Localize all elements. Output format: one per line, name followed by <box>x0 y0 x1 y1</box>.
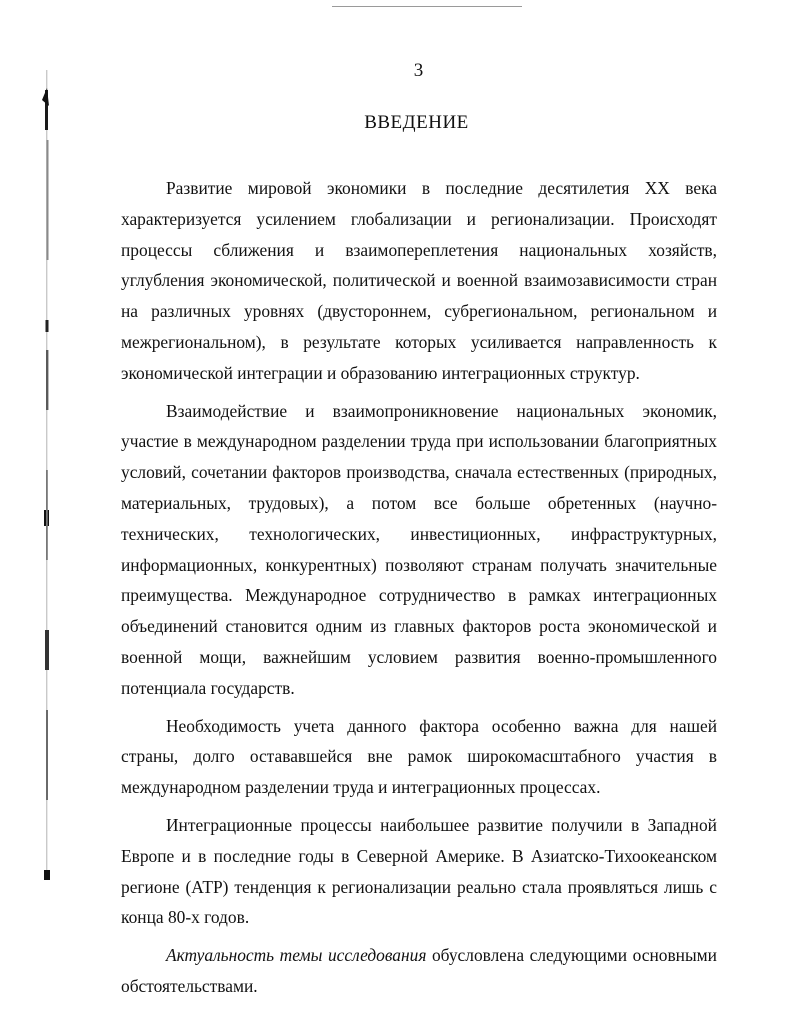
scan-binding-edge <box>38 70 56 890</box>
relevance-text: обусловлена следующими основными обстоятельствами. <box>121 945 717 996</box>
section-title: ВВЕДЕНИЕ <box>364 112 469 133</box>
relevance-emphasis: Актуальность темы исследования <box>166 945 427 966</box>
paragraph: Интеграционные процессы наибольшее развитие получили в Западной Европе и в последние годы в Северной Америке. В Азиатско-Тихоокеанском регионе (АТР) тенденция к регионализации реально стала проявляться лишь с конца 80-х годов. <box>121 814 717 928</box>
page-number: 3 <box>413 60 424 81</box>
paragraph-relevance <box>121 940 717 1002</box>
body-text <box>121 173 717 1009</box>
paragraph: Необходимость учета данного фактора особенно важна для нашей страны, долго остававшейся вне рамок широкомасштабного участия в международном разделении труда и интеграционных процессах. <box>121 715 717 798</box>
paragraph: Развитие мировой экономики в последние десятилетия XX века характеризуется усилением глобализации и регионализации. Происходят процессы сближения и взаимопереплетения национальных хозяйств, углубления экономической, политической и военной взаимозависимости стран на различных уровнях (двустороннем, субрегиональном, региональном и межрегиональном), в результате которых усиливается направленность к экономической интеграции и образованию интеграционных структур. <box>121 178 717 383</box>
scan-top-rule <box>332 6 522 7</box>
paragraph: Взаимодействие и взаимопроникновение национальных экономик, участие в международном разделении труда при использовании благоприятных условий, сочетании факторов производства, сначала естественных (природных, материальных, трудовых), а потом все больше обретенных (научно-технических, технологических, инвестиционных, инфраструктурных, информационных, конкурентных) позволяют странам получать значительные преимущества. Международное сотрудничество в рамках интеграционных объединений становится одним из главных факторов роста экономической и военной мощи, важнейшим условием развития военно-промышленного потенциала государств. <box>121 400 717 698</box>
